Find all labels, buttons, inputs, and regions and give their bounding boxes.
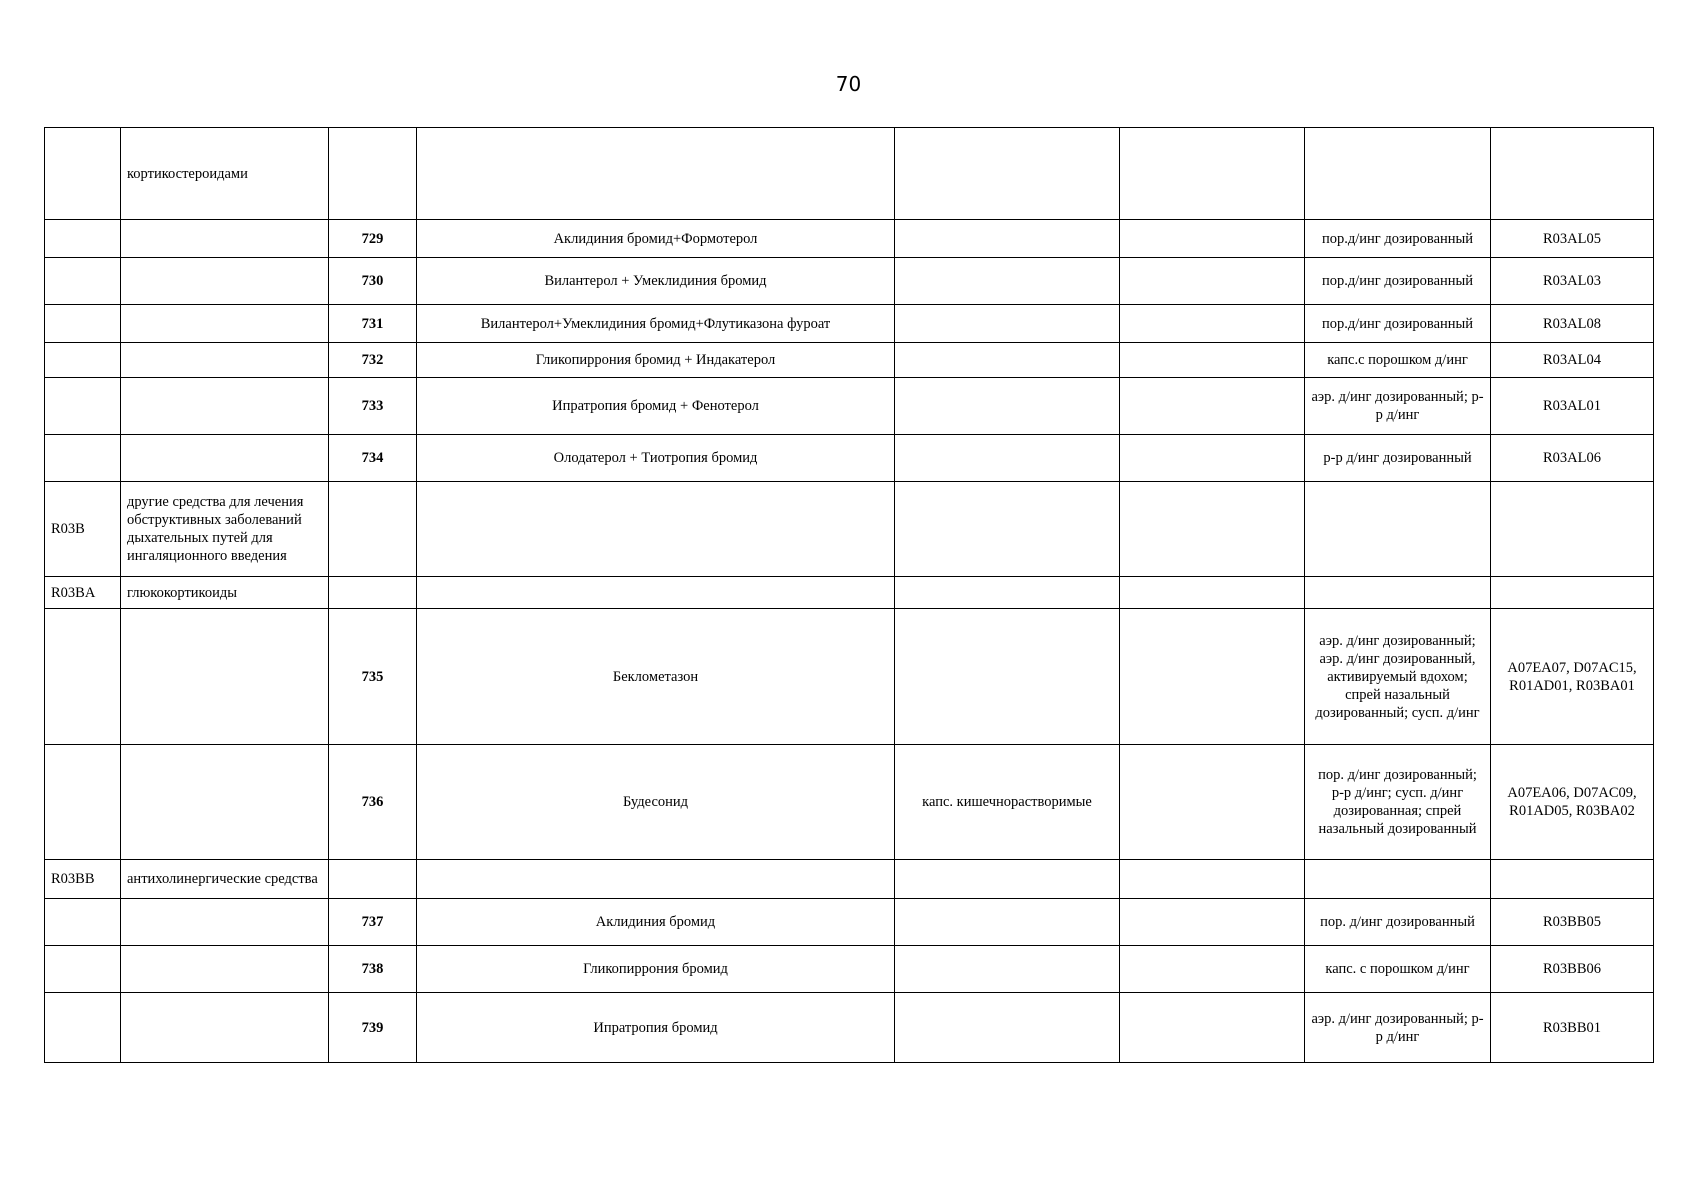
dosage-form-b (1120, 305, 1305, 343)
drug-name: Ипратропия бромид + Фенотерол (417, 378, 895, 435)
atc-code (1491, 860, 1654, 899)
table-row (45, 378, 1654, 435)
dosage-form-c (1305, 577, 1491, 609)
item-number (329, 482, 417, 577)
dosage-form-c (1305, 860, 1491, 899)
table-row (45, 220, 1654, 258)
drug-table (44, 127, 1654, 1063)
dosage-form-c: р-р д/инг дозированный (1305, 435, 1491, 482)
drug-name: Аклидиния бромид+Формотерол (417, 220, 895, 258)
dosage-form-b (1120, 435, 1305, 482)
section-code: R03BB (45, 860, 121, 899)
dosage-form-b (1120, 343, 1305, 378)
item-number (329, 577, 417, 609)
atc-code: R03BB06 (1491, 946, 1654, 993)
dosage-form-a (895, 378, 1120, 435)
table-row (45, 993, 1654, 1063)
group-name (121, 946, 329, 993)
drug-name (417, 482, 895, 577)
dosage-form-c: капс. с порошком д/инг (1305, 946, 1491, 993)
dosage-form-a (895, 993, 1120, 1063)
dosage-form-c: пор. д/инг дозированный; р-р д/инг; сусп. д/инг дозированная; спрей назальный дозированный (1305, 745, 1491, 860)
dosage-form-a (895, 258, 1120, 305)
atc-code: R03AL01 (1491, 378, 1654, 435)
section-code (45, 258, 121, 305)
dosage-form-c: аэр. д/инг дозированный; аэр. д/инг дозированный, активируемый вдохом; спрей назальный дозированный; сусп. д/инг (1305, 609, 1491, 745)
dosage-form-a (895, 577, 1120, 609)
dosage-form-c: аэр. д/инг дозированный; р-р д/инг (1305, 993, 1491, 1063)
dosage-form-c (1305, 128, 1491, 220)
group-name (121, 343, 329, 378)
dosage-form-b (1120, 899, 1305, 946)
section-code (45, 993, 121, 1063)
dosage-form-b (1120, 220, 1305, 258)
item-number: 739 (329, 993, 417, 1063)
table-row (45, 577, 1654, 609)
item-number: 730 (329, 258, 417, 305)
dosage-form-a (895, 435, 1120, 482)
dosage-form-c: пор.д/инг дозированный (1305, 258, 1491, 305)
table-row (45, 860, 1654, 899)
item-number (329, 860, 417, 899)
drug-name: Будесонид (417, 745, 895, 860)
group-name (121, 305, 329, 343)
dosage-form-a (895, 128, 1120, 220)
drug-name: Ипратропия бромид (417, 993, 895, 1063)
dosage-form-b (1120, 378, 1305, 435)
table-row (45, 128, 1654, 220)
atc-code (1491, 128, 1654, 220)
drug-name: Вилантерол + Умеклидиния бромид (417, 258, 895, 305)
group-name (121, 745, 329, 860)
table-row (45, 946, 1654, 993)
item-number: 733 (329, 378, 417, 435)
dosage-form-a (895, 343, 1120, 378)
dosage-form-a: капс. кишечнорастворимые (895, 745, 1120, 860)
dosage-form-b (1120, 860, 1305, 899)
section-code (45, 745, 121, 860)
dosage-form-a (895, 482, 1120, 577)
group-name (121, 435, 329, 482)
drug-name: Олодатерол + Тиотропия бромид (417, 435, 895, 482)
group-name (121, 993, 329, 1063)
group-name (121, 899, 329, 946)
item-number: 736 (329, 745, 417, 860)
dosage-form-c: пор.д/инг дозированный (1305, 305, 1491, 343)
dosage-form-c: пор.д/инг дозированный (1305, 220, 1491, 258)
table-row (45, 482, 1654, 577)
drug-name: Гликопиррония бромид (417, 946, 895, 993)
section-code: R03BA (45, 577, 121, 609)
dosage-form-a (895, 220, 1120, 258)
group-name: другие средства для лечения обструктивных заболеваний дыхательных путей для ингаляционного введения (121, 482, 329, 577)
drug-name: Вилантерол+Умеклидиния бромид+Флутиказона фуроат (417, 305, 895, 343)
atc-code: R03AL05 (1491, 220, 1654, 258)
table-row (45, 305, 1654, 343)
dosage-form-b (1120, 946, 1305, 993)
group-name (121, 378, 329, 435)
section-code (45, 378, 121, 435)
dosage-form-a (895, 899, 1120, 946)
dosage-form-a (895, 946, 1120, 993)
group-name (121, 220, 329, 258)
drug-name: Аклидиния бромид (417, 899, 895, 946)
atc-code: A07EA07, D07AC15, R01AD01, R03BA01 (1491, 609, 1654, 745)
group-name (121, 609, 329, 745)
section-code (45, 128, 121, 220)
group-name: глюкокортикоиды (121, 577, 329, 609)
dosage-form-c (1305, 482, 1491, 577)
dosage-form-b (1120, 993, 1305, 1063)
section-code (45, 899, 121, 946)
section-code (45, 609, 121, 745)
dosage-form-b (1120, 482, 1305, 577)
table-row (45, 899, 1654, 946)
section-code (45, 220, 121, 258)
item-number (329, 128, 417, 220)
item-number: 737 (329, 899, 417, 946)
table-row (45, 258, 1654, 305)
atc-code: R03AL06 (1491, 435, 1654, 482)
item-number: 735 (329, 609, 417, 745)
atc-code: R03BB05 (1491, 899, 1654, 946)
item-number: 738 (329, 946, 417, 993)
atc-code: R03BB01 (1491, 993, 1654, 1063)
dosage-form-b (1120, 577, 1305, 609)
group-name (121, 258, 329, 305)
dosage-form-c: аэр. д/инг дозированный; р-р д/инг (1305, 378, 1491, 435)
group-name: кортикостероидами (121, 128, 329, 220)
dosage-form-b (1120, 258, 1305, 305)
table-row (45, 745, 1654, 860)
section-code (45, 305, 121, 343)
dosage-form-a (895, 305, 1120, 343)
atc-code (1491, 577, 1654, 609)
dosage-form-b (1120, 745, 1305, 860)
section-code: R03B (45, 482, 121, 577)
item-number: 734 (329, 435, 417, 482)
drug-name (417, 128, 895, 220)
page-number: 70 (835, 72, 862, 96)
atc-code: R03AL08 (1491, 305, 1654, 343)
section-code (45, 343, 121, 378)
drug-name (417, 860, 895, 899)
dosage-form-b (1120, 128, 1305, 220)
dosage-form-a (895, 609, 1120, 745)
item-number: 732 (329, 343, 417, 378)
dosage-form-c: пор. д/инг дозированный (1305, 899, 1491, 946)
atc-code (1491, 482, 1654, 577)
table-row (45, 609, 1654, 745)
dosage-form-b (1120, 609, 1305, 745)
atc-code: R03AL03 (1491, 258, 1654, 305)
table-row (45, 435, 1654, 482)
drug-name: Беклометазон (417, 609, 895, 745)
drug-name: Гликопиррония бромид + Индакатерол (417, 343, 895, 378)
item-number: 731 (329, 305, 417, 343)
atc-code: R03AL04 (1491, 343, 1654, 378)
group-name: антихолинергические средства (121, 860, 329, 899)
dosage-form-c: капс.с порошком д/инг (1305, 343, 1491, 378)
table-row (45, 343, 1654, 378)
dosage-form-a (895, 860, 1120, 899)
section-code (45, 946, 121, 993)
atc-code: A07EA06, D07AC09, R01AD05, R03BA02 (1491, 745, 1654, 860)
drug-name (417, 577, 895, 609)
item-number: 729 (329, 220, 417, 258)
section-code (45, 435, 121, 482)
